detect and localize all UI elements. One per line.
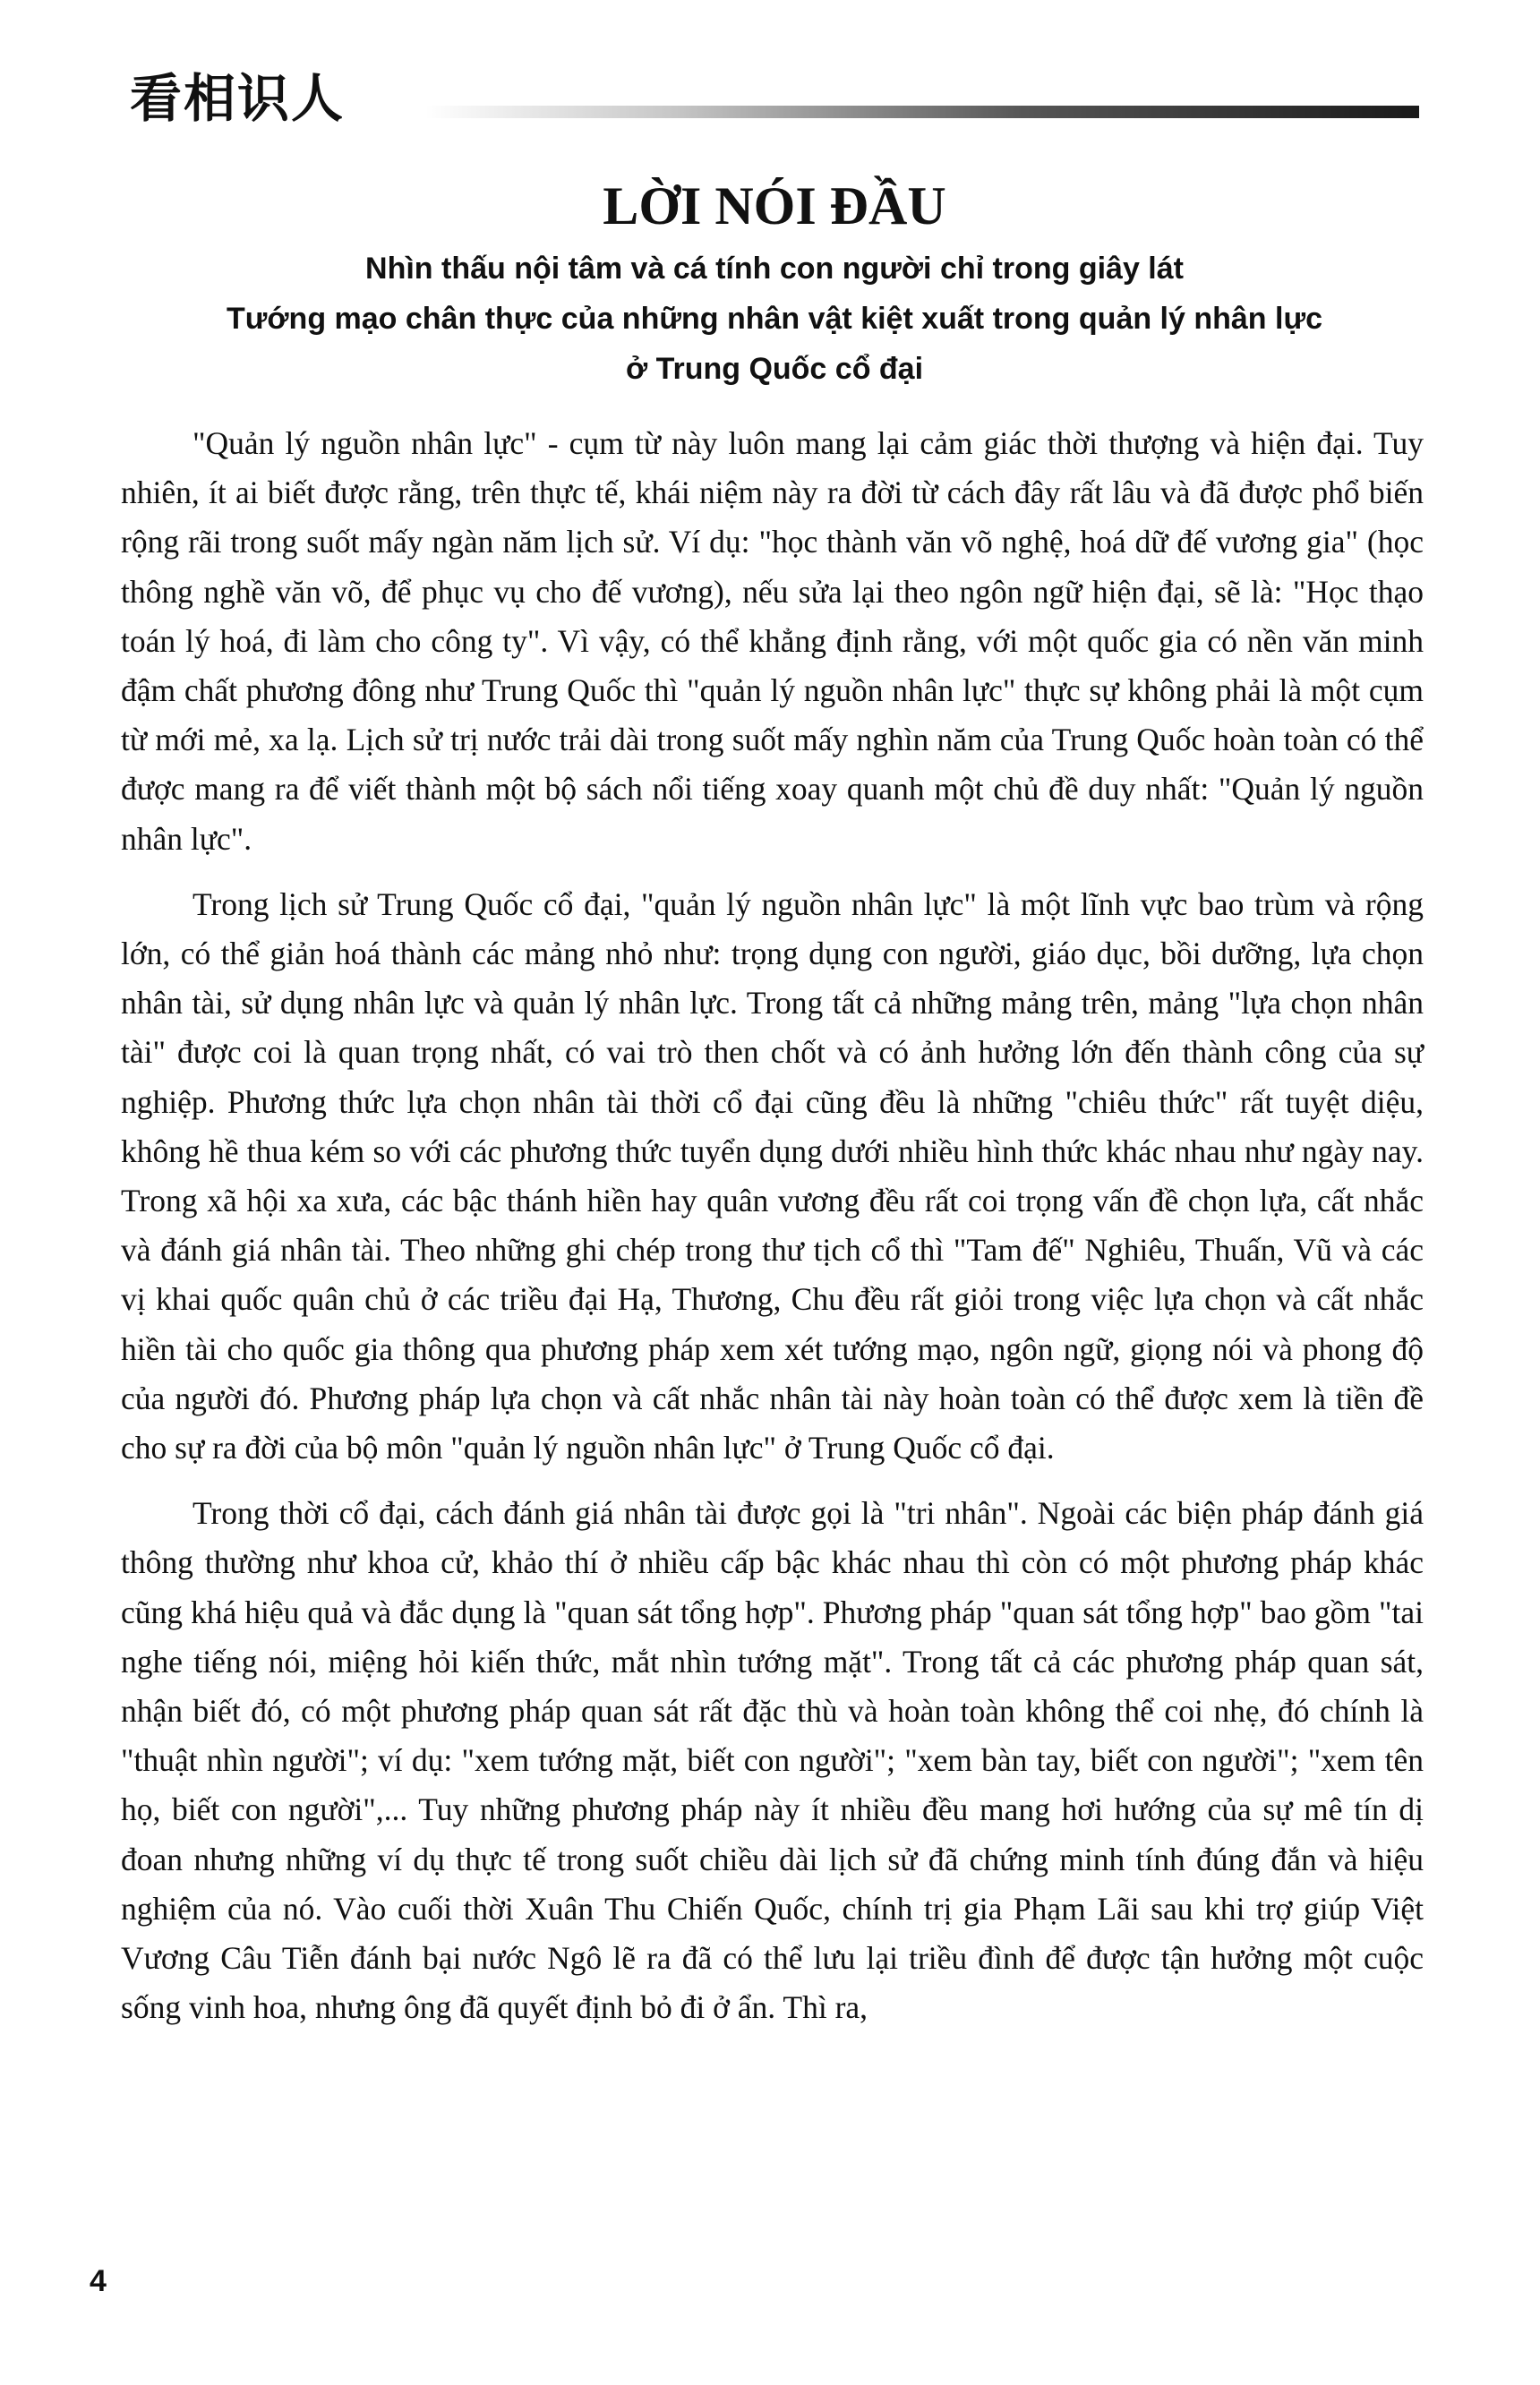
paragraph-2: Trong lịch sử Trung Quốc cổ đại, "quản lý nguồn nhân lực" là một lĩnh vực bao trùm và rộng lớn, có thể giản hoá thành các mảng nhỏ như: trọng dụng con người, giáo dục, bồi dưỡng, lựa chọn nhân tài, sử dụng nhân lực và quản lý nhân lực. Trong tất cả những mảng trên, mảng "lựa chọn nhân tài" được coi là quan trọng nhất, có vai trò then chốt và có ảnh hưởng lớn đến thành công của sự nghiệp. Phương thức lựa chọn nhân tài thời cổ đại cũng đều là những "chiêu thức" rất tuyệt diệu, không hề thua kém so với các phương thức tuyển dụng dưới nhiều hình thức khác nhau như ngày nay. Trong xã hội xa xưa, các bậc thánh hiền hay quân vương đều rất coi trọng vấn đề chọn lựa, cất nhắc và đánh giá nhân tài. Theo những ghi chép trong thư tịch cổ thì "Tam đế" Nghiêu, Thuấn, Vũ và các vị khai quốc quân chủ ở các triều đại Hạ, Thương, Chu đều rất giỏi trong việc lựa chọn và cất nhắc hiền tài cho quốc gia thông qua phương pháp xem xét tướng mạo, ngôn ngữ, giọng nói và phong độ của người đó. Phương pháp lựa chọn và cất nhắc nhân tài này hoàn toàn có thể được xem là tiền đề cho sự ra đời của bộ môn "quản lý nguồn nhân lực" ở Trung Quốc cổ đại. [121, 885, 1424, 1466]
page-title: LỜI NÓI ĐẦU [603, 176, 946, 235]
paragraph-1: "Quản lý nguồn nhân lực" - cụm từ này luôn mang lại cảm giác thời thượng và hiện đại. Tuy nhiên, ít ai biết được rằng, trên thực tế, khái niệm này ra đời từ cách đây rất lâu và đã được phổ biến rộng rãi trong suốt mấy ngàn năm lịch sử. Ví dụ: "học thành văn võ nghệ, hoá dữ đế vương gia" (học thông nghề văn võ, để phục vụ cho đế vương), nếu sửa lại theo ngôn ngữ hiện đại, sẽ là: "Học thạo toán lý hoá, đi làm cho công ty". Vì vậy, có thể khẳng định rằng, với một quốc gia có nền văn minh đậm chất phương đông như Trung Quốc thì "quản lý nguồn nhân lực" thực sự không phải là một cụm từ mới mẻ, xa lạ. Lịch sử trị nước trải dài trong suốt mấy nghìn năm của Trung Quốc hoàn toàn có thể được mang ra để viết thành một bộ sách nổi tiếng xoay quanh một chủ đề duy nhất: "Quản lý nguồn nhân lực". [121, 425, 1424, 857]
body-text [121, 419, 1424, 2049]
page-number: 4 [90, 2264, 107, 2298]
subtitle-line-2: Tướng mạo chân thực của những nhân vật kiệt xuất trong quản lý nhân lực [227, 302, 1322, 336]
subtitle-line-1: Nhìn thấu nội tâm và cá tính con người chỉ trong giây lát [365, 252, 1184, 286]
subtitle-line-3: ở Trung Quốc cổ đại [625, 352, 924, 386]
paragraph-3: Trong thời cổ đại, cách đánh giá nhân tài được gọi là "tri nhân". Ngoài các biện pháp đánh giá thông thường như khoa cử, khảo thí ở nhiều cấp bậc khác nhau thì còn có một phương pháp khác cũng khá hiệu quả và đắc dụng là "quan sát tổng hợp". Phương pháp "quan sát tổng hợp" bao gồm "tai nghe tiếng nói, miệng hỏi kiến thức, mắt nhìn tướng mặt". Trong tất cả các phương pháp quan sát, nhận biết đó, có một phương pháp quan sát rất đặc thù và hoàn toàn không thể coi nhẹ, đó chính là "thuật nhìn người"; ví dụ: "xem tướng mặt, biết con người"; "xem bàn tay, biết con người"; "xem tên họ, biết con người",... Tuy những phương pháp này ít nhiều đều mang hơi hướng của sự mê tín dị đoan nhưng những ví dụ thực tế trong suốt chiều dài lịch sử đã chứng minh tính đúng đắn và hiệu nghiệm của nó. Vào cuối thời Xuân Thu Chiến Quốc, chính trị gia Phạm Lãi sau khi trợ giúp Việt Vương Câu Tiễn đánh bại nước Ngô lẽ ra đã có thể lưu lại triều đình để được tận hưởng một cuộc sống vinh hoa, nhưng ông đã quyết định bỏ đi ở ẩn. Thì ra, [121, 1495, 1424, 2026]
running-title: 看相识人 [130, 68, 346, 129]
header-rule [425, 106, 1419, 118]
running-header [130, 63, 1419, 134]
